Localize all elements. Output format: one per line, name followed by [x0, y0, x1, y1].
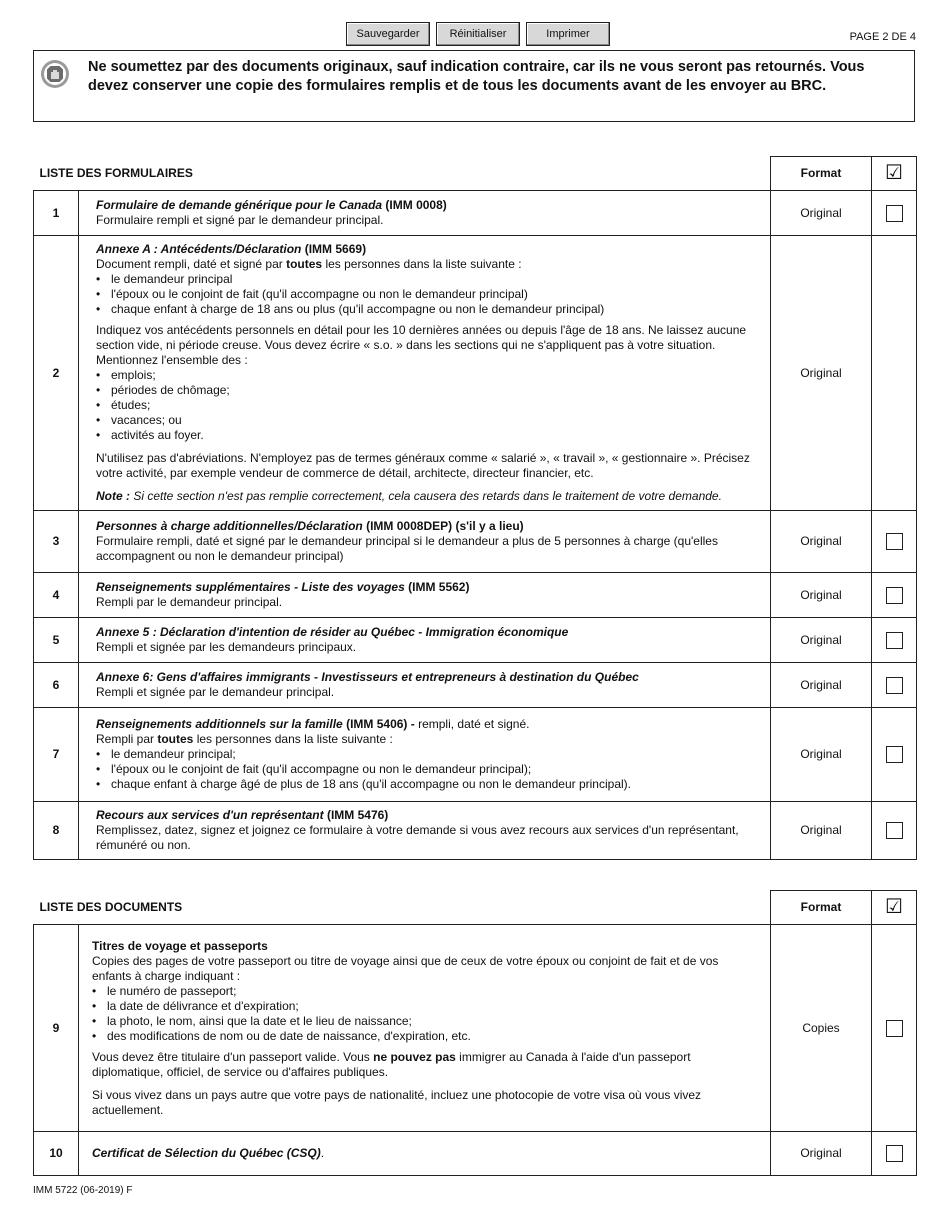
row-format: Original: [771, 708, 872, 802]
row-description: Personnes à charge additionnelles/Déclaration (IMM 0008DEP) (s'il y a lieu) Formulaire rempli, daté et signé par le demandeur principal si le demandeur a plus de 5 personnes à charge (qu'elles accompagnent ou non le demandeur principal): [79, 511, 771, 573]
table-row: [34, 925, 917, 1132]
row-number: 10: [34, 1132, 79, 1176]
table-row: [34, 511, 917, 573]
row-format: Original: [771, 573, 872, 618]
row-format: Original: [771, 663, 872, 708]
forms-title: LISTE DES FORMULAIRES: [34, 157, 771, 191]
row-description: Annexe 5 : Déclaration d'intention de résider au Québec - Immigration économique Rempli et signée par les demandeurs principaux.: [79, 618, 771, 663]
save-button[interactable]: Sauvegarder: [346, 22, 430, 46]
print-button[interactable]: Imprimer: [526, 22, 610, 46]
row-number: 9: [34, 925, 79, 1132]
table-row: [34, 236, 917, 511]
table-row: [34, 708, 917, 802]
row-number: 3: [34, 511, 79, 573]
row-format: Copies: [771, 925, 872, 1132]
table-row: [34, 573, 917, 618]
checkbox-cell: [872, 618, 917, 663]
checkbox[interactable]: [886, 677, 903, 694]
table-row: [34, 802, 917, 860]
row-number: 4: [34, 573, 79, 618]
documents-title: LISTE DES DOCUMENTS: [34, 891, 771, 925]
checkmark-header-icon: ☑: [872, 157, 917, 191]
format-header: Format: [771, 157, 872, 191]
row-number: 7: [34, 708, 79, 802]
table-row: [34, 663, 917, 708]
row-description: Renseignements supplémentaires - Liste des voyages (IMM 5562) Rempli par le demandeur principal.: [79, 573, 771, 618]
row-number: 1: [34, 191, 79, 236]
checkbox-cell: [872, 573, 917, 618]
checkbox[interactable]: [886, 746, 903, 763]
notice-text: Ne soumettez par des documents originaux, sauf indication contraire, car ils ne vous seront pas retournés. Vous devez conserver une copie des formulaires remplis et de tous les documents avant de les envoyer au BRC.: [88, 59, 865, 94]
table-row: [34, 191, 917, 236]
row-format: Original: [771, 802, 872, 860]
stop-hand-icon: [40, 59, 70, 89]
row-description: Recours aux services d'un représentant (IMM 5476) Remplissez, datez, signez et joignez ce formulaire à votre demande si vous avez recours aux services d'un représentant, rémunéré ou non.: [79, 802, 771, 860]
checkbox[interactable]: [886, 632, 903, 649]
checkbox-cell: [872, 708, 917, 802]
row-description: Renseignements additionnels sur la famille (IMM 5406) - rempli, daté et signé. Rempli par toutes les personnes dans la liste suivante : • le demandeur principal; • l'époux ou le conjoint de fait (qu'il accompagne ou non le demandeur principal); • chaque enfant à charge âgé de plus de 18 ans (qu'il accompagne ou non le demandeur principal).: [79, 708, 771, 802]
row-format: Original: [771, 511, 872, 573]
row-format: Original: [771, 236, 872, 511]
documents-table: [33, 890, 917, 1176]
checkbox[interactable]: [886, 822, 903, 839]
form-code-footer: IMM 5722 (06-2019) F: [33, 1185, 133, 1196]
row-description: Formulaire de demande générique pour le Canada (IMM 0008) Formulaire rempli et signé par le demandeur principal.: [79, 191, 771, 236]
toolbar: [346, 22, 610, 46]
checkbox[interactable]: [886, 533, 903, 550]
checkmark-header-icon: ☑: [872, 891, 917, 925]
format-header: Format: [771, 891, 872, 925]
checkbox[interactable]: [886, 587, 903, 604]
checkbox[interactable]: [886, 1020, 903, 1037]
checkbox-cell: [872, 191, 917, 236]
row-description: Certificat de Sélection du Québec (CSQ).: [79, 1132, 771, 1176]
checkbox-cell: [872, 1132, 917, 1176]
row-description: Annexe A : Antécédents/Déclaration (IMM 5669) Document rempli, daté et signé par toutes les personnes dans la liste suivante : • le demandeur principal • l'époux ou le conjoint de fait (qu'il accompagne ou non le demandeur principal) • chaque enfant à charge de 18 ans ou plus (qu'il accompagne ou non le demandeur principal) Indiquez vos antécédents personnels en détail pour les 10 dernières années ou depuis l'âge de 18 ans. Ne laissez aucune section vide, ni période creuse. Vous devez écrire « s.o. » dans les sections qui ne s'appliquent pas à votre situation. Mentionnez l'ensemble des : • emplois; • périodes de chômage; • études; • vacances; ou • activités au foyer. N'utilisez pas d'abréviations. N'employez pas de termes généraux comme « salarié », « travail », « gestionnaire ». Précisez votre activité, par exemple vendeur de commerce de détail, architecte, directeur financier, etc. Note : Si cette section n'est pas remplie correctement, cela causera des retards dans le traitement de votre demande.: [79, 236, 771, 511]
checkbox[interactable]: [886, 1145, 903, 1162]
forms-table: [33, 156, 917, 860]
table-row: [34, 618, 917, 663]
checkbox-cell: [872, 802, 917, 860]
checkbox-cell: [872, 925, 917, 1132]
row-number: 6: [34, 663, 79, 708]
reset-button[interactable]: Réinitialiser: [436, 22, 520, 46]
page-number: PAGE 2 DE 4: [849, 31, 916, 43]
row-format: Original: [771, 191, 872, 236]
row-number: 5: [34, 618, 79, 663]
notice-box: [33, 50, 915, 122]
checkbox-cell: [872, 236, 917, 511]
checkbox-cell: [872, 511, 917, 573]
row-number: 2: [34, 236, 79, 511]
row-number: 8: [34, 802, 79, 860]
row-format: Original: [771, 1132, 872, 1176]
row-description: Titres de voyage et passeports Copies des pages de votre passeport ou titre de voyage ainsi que de ceux de votre époux ou conjoint de fait et de vos enfants à charge indiquant : • le numéro de passeport; • la date de délivrance et d'expiration; • la photo, le nom, ainsi que la date et le lieu de naissance; • des modifications de nom ou de date de naissance, d'expiration, etc. Vous devez être titulaire d'un passeport valide. Vous ne pouvez pas immigrer au Canada à l'aide d'un passeport diplomatique, officiel, de service ou d'affaires publiques. Si vous vivez dans un pays autre que votre pays de nationalité, incluez une photocopie de votre visa où vous vivez actuellement.: [79, 925, 771, 1132]
checkbox-cell: [872, 663, 917, 708]
row-description: Annexe 6: Gens d'affaires immigrants - Investisseurs et entrepreneurs à destination du Québec Rempli et signée par le demandeur principal.: [79, 663, 771, 708]
row-format: Original: [771, 618, 872, 663]
checkbox[interactable]: [886, 205, 903, 222]
table-row: [34, 1132, 917, 1176]
